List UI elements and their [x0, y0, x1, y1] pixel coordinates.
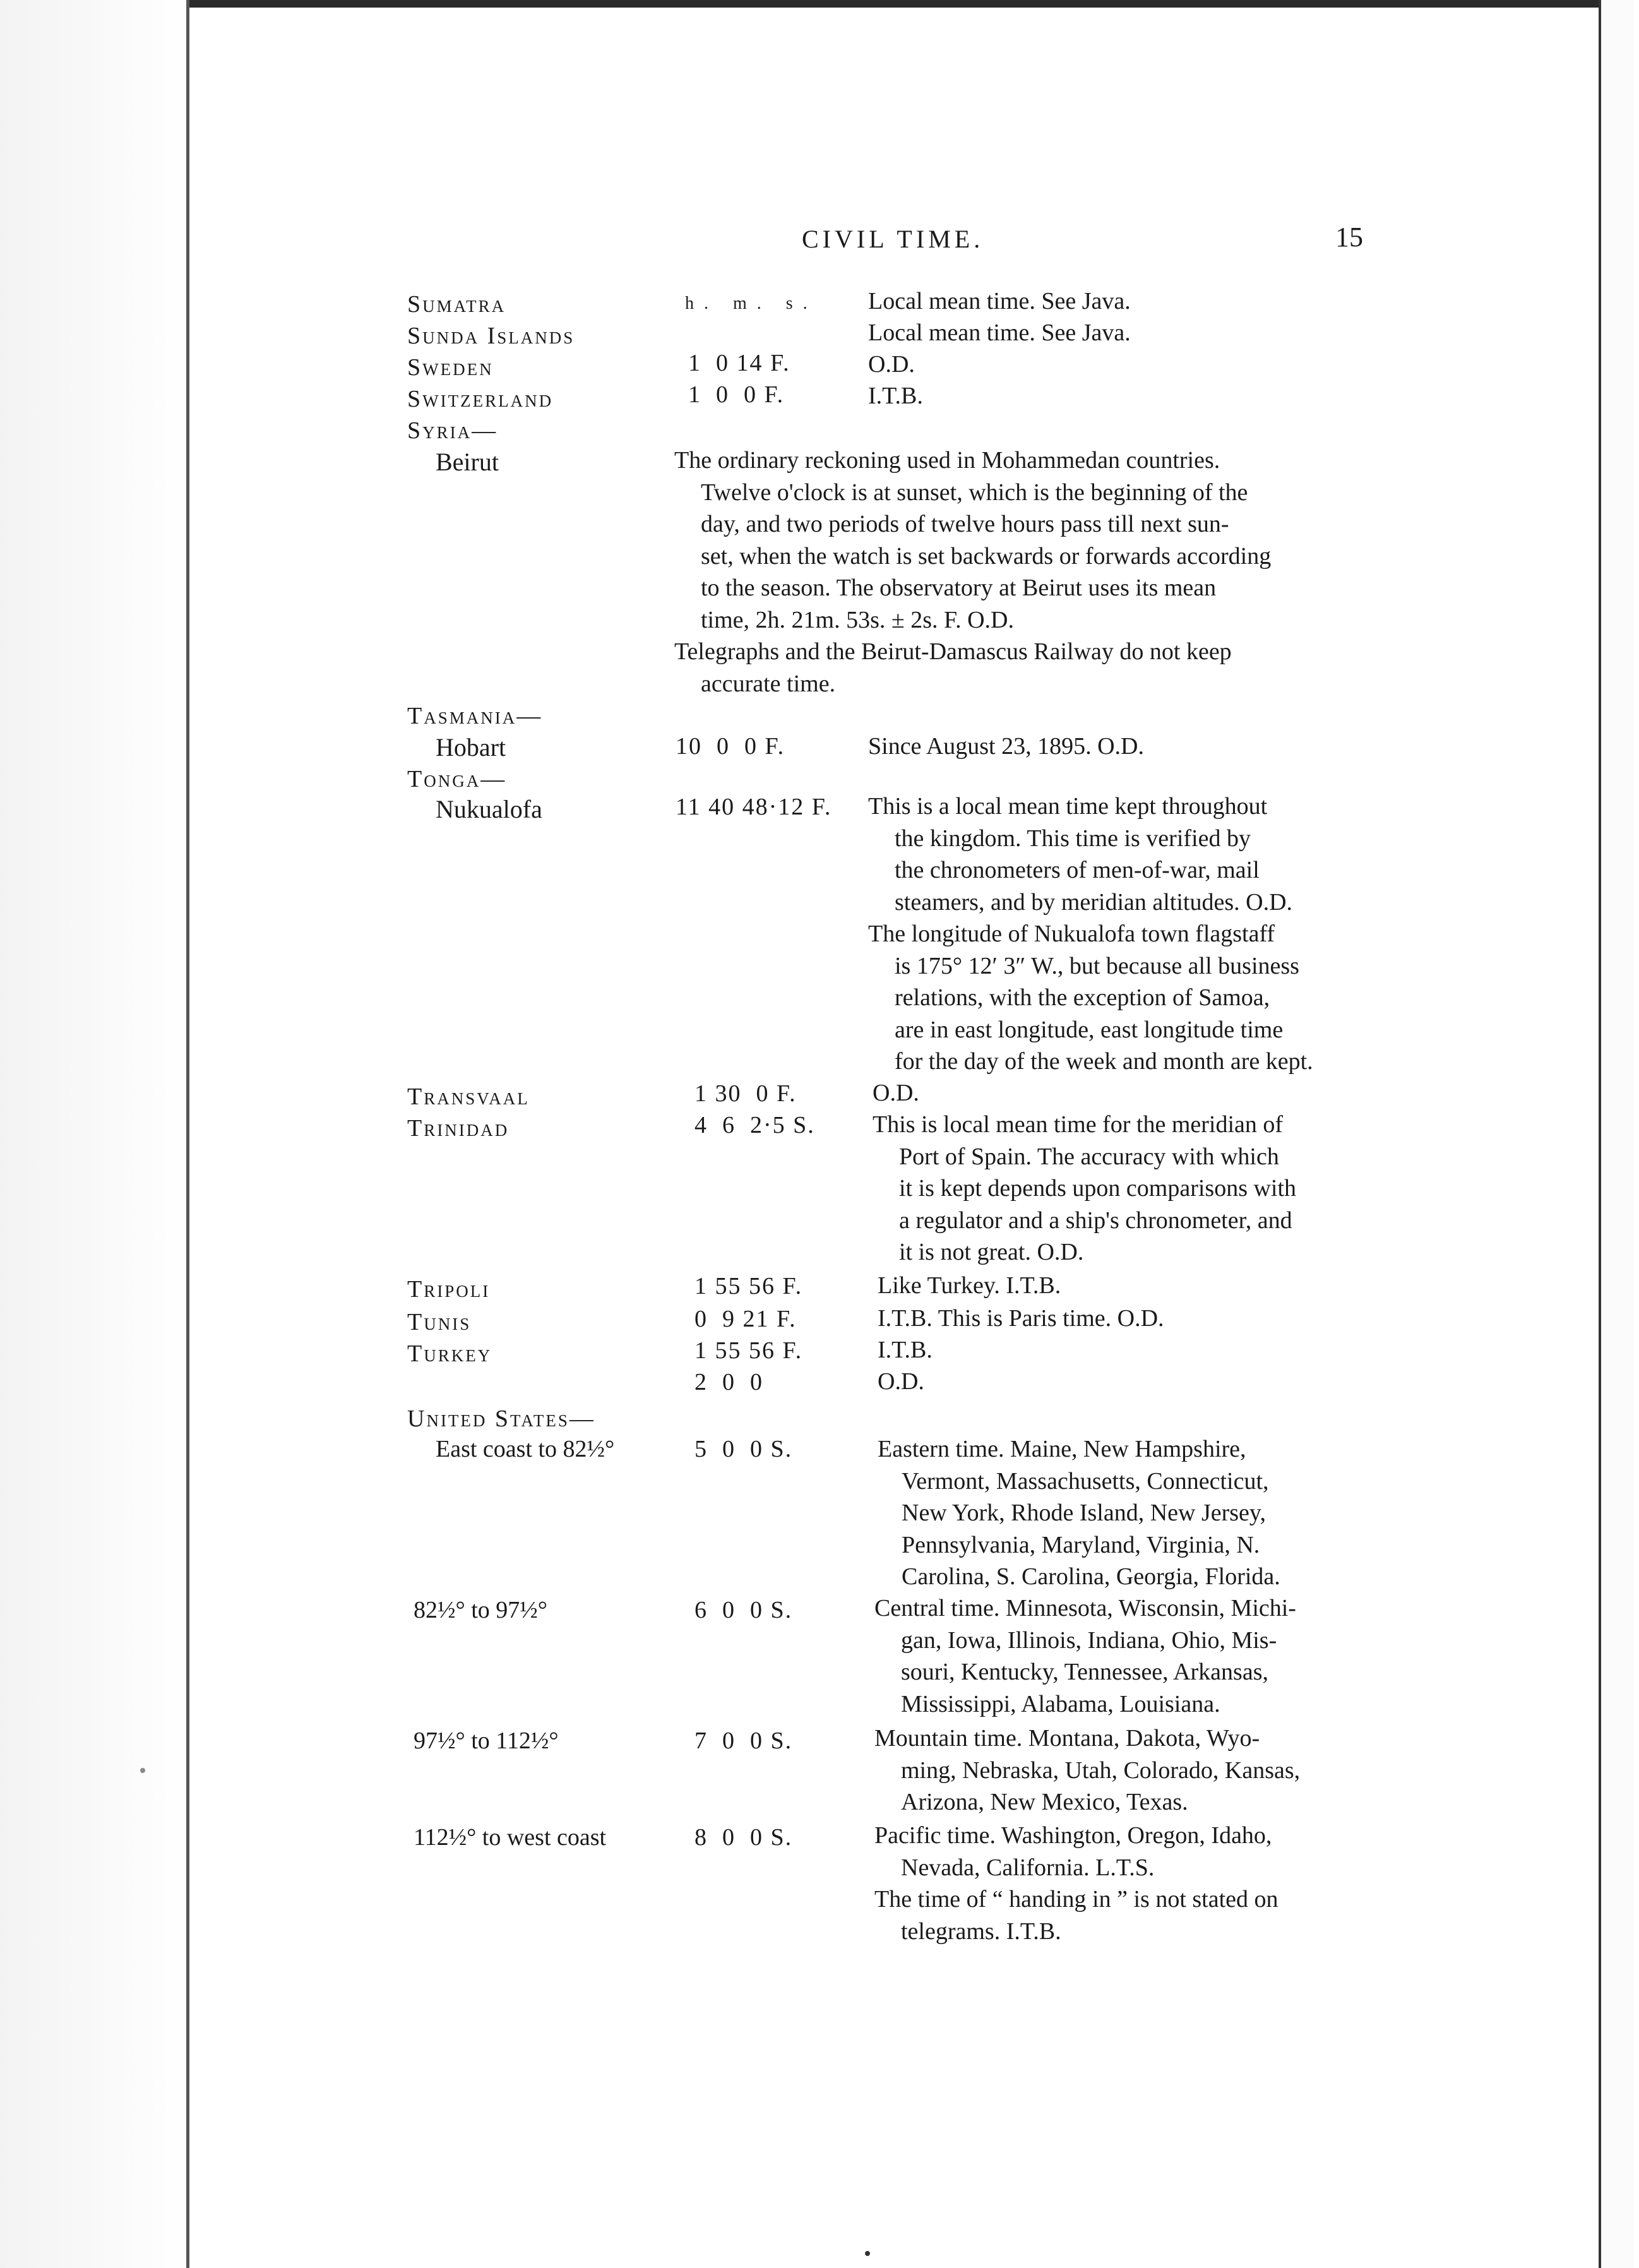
time-value: 11 40 48·12 F.: [676, 794, 832, 820]
place-name: Trinidad: [407, 1115, 510, 1142]
time-value: 7 0 0 S.: [694, 1728, 793, 1754]
note-text: Pacific time. Washington, Oregon, Idaho, Nevada, California. L.T.S. The time of “ handing in ” is not stated on telegrams. I.T.B.: [874, 1822, 1278, 1945]
time-value: 5 0 0 S.: [694, 1436, 793, 1462]
place-name: 97½° to 112½°: [414, 1728, 559, 1754]
place-name: Sweden: [407, 354, 494, 381]
time-value: 1 0 14 F.: [688, 350, 790, 376]
note-text: Eastern time. Maine, New Hampshire, Vermont, Massachusetts, Connecticut, New York, Rhode Island, New Jersey, Pennsylvania, Maryland, Virginia, N. Carolina, S. Carolina, Georgia, Florida.: [878, 1436, 1280, 1590]
note-text: Central time. Minnesota, Wisconsin, Michi- gan, Iowa, Illinois, Indiana, Ohio, Mis- souri, Kentucky, Tennessee, Arkansas, Mississippi, Alabama, Louisiana.: [874, 1595, 1296, 1717]
time-value: 10 0 0 F.: [676, 733, 785, 760]
place-name: East coast to 82½°: [436, 1436, 615, 1462]
place-name: Nukualofa: [436, 795, 542, 823]
place-name: Sunda Islands: [407, 323, 575, 349]
place-name: Switzerland: [407, 386, 554, 412]
place-name: Tripoli: [407, 1276, 491, 1303]
place-name: Syria—: [407, 417, 498, 444]
time-value: 2 0 0: [694, 1369, 763, 1395]
place-name: Tonga—: [407, 766, 507, 792]
note-text: O.D.: [878, 1368, 924, 1395]
running-head: CIVIL TIME.: [802, 225, 984, 253]
time-value: 1 0 0 F.: [688, 381, 785, 408]
note-text: I.T.B. This is Paris time. O.D.: [878, 1305, 1164, 1332]
note-text: Local mean time. See Java.: [868, 319, 1131, 346]
place-name: Turkey: [407, 1340, 492, 1367]
note-text: O.D.: [873, 1080, 919, 1106]
place-name: Hobart: [436, 733, 506, 761]
note-text: Local mean time. See Java.: [868, 288, 1131, 314]
time-value: 1 55 56 F.: [694, 1273, 803, 1299]
time-value: 0 9 21 F.: [694, 1306, 797, 1332]
place-name: 112½° to west coast: [414, 1824, 607, 1851]
time-value: 4 6 2·5 S.: [694, 1112, 815, 1138]
place-name: Sumatra: [407, 291, 506, 318]
page-number: 15: [1335, 222, 1363, 253]
note-text: The ordinary reckoning used in Mohammedan countries. Twelve o'clock is at sunset, which is the beginning of the day, and two periods of twelve hours pass till next sun- set, when the watch is set backwards or forwards according to the season. The observatory at Beirut uses its mean time, 2h. 21m. 53s. ± 2s. F. O.D. Telegraphs and the Beirut-Damascus Railway do not keep accurate time.: [674, 447, 1272, 697]
place-name: 82½° to 97½°: [414, 1597, 547, 1623]
note-text: Since August 23, 1895. O.D.: [868, 733, 1144, 760]
note-text: Like Turkey. I.T.B.: [878, 1272, 1061, 1299]
note-text: I.T.B.: [868, 383, 923, 409]
note-text: Mountain time. Montana, Dakota, Wyo- ming, Nebraska, Utah, Colorado, Kansas, Arizona, New Mexico, Texas.: [874, 1725, 1301, 1815]
note-text: O.D.: [868, 351, 915, 378]
time-value: 1 30 0 F.: [694, 1080, 797, 1107]
note-text: I.T.B.: [878, 1337, 933, 1363]
place-name: Tunis: [407, 1309, 472, 1335]
time-value: 8 0 0 S.: [694, 1824, 793, 1851]
place-name: Tasmania—: [407, 703, 543, 729]
place-name: Transvaal: [407, 1083, 530, 1110]
time-units-header: h. m. s.: [685, 294, 818, 313]
time-value: 1 55 56 F.: [694, 1337, 803, 1364]
time-value: 6 0 0 S.: [694, 1597, 793, 1623]
note-text: This is local mean time for the meridian of Port of Spain. The accuracy with which it is kept depends upon comparisons with a regulator and a ship's chronometer, and it is not great. O.D.: [873, 1111, 1297, 1265]
place-name: Beirut: [436, 448, 499, 476]
place-name: United States—: [407, 1406, 595, 1432]
note-text: This is a local mean time kept throughout the kingdom. This time is verified by the chronometers of men-of-war, mail steamers, and by meridian altitudes. O.D. The longitude of Nukualofa town flagstaff is 175° 12′ 3″ W., but because all business relations, with the exception of Samoa, are in east longitude, east longitude time for the day of the week and month are kept.: [868, 793, 1313, 1075]
